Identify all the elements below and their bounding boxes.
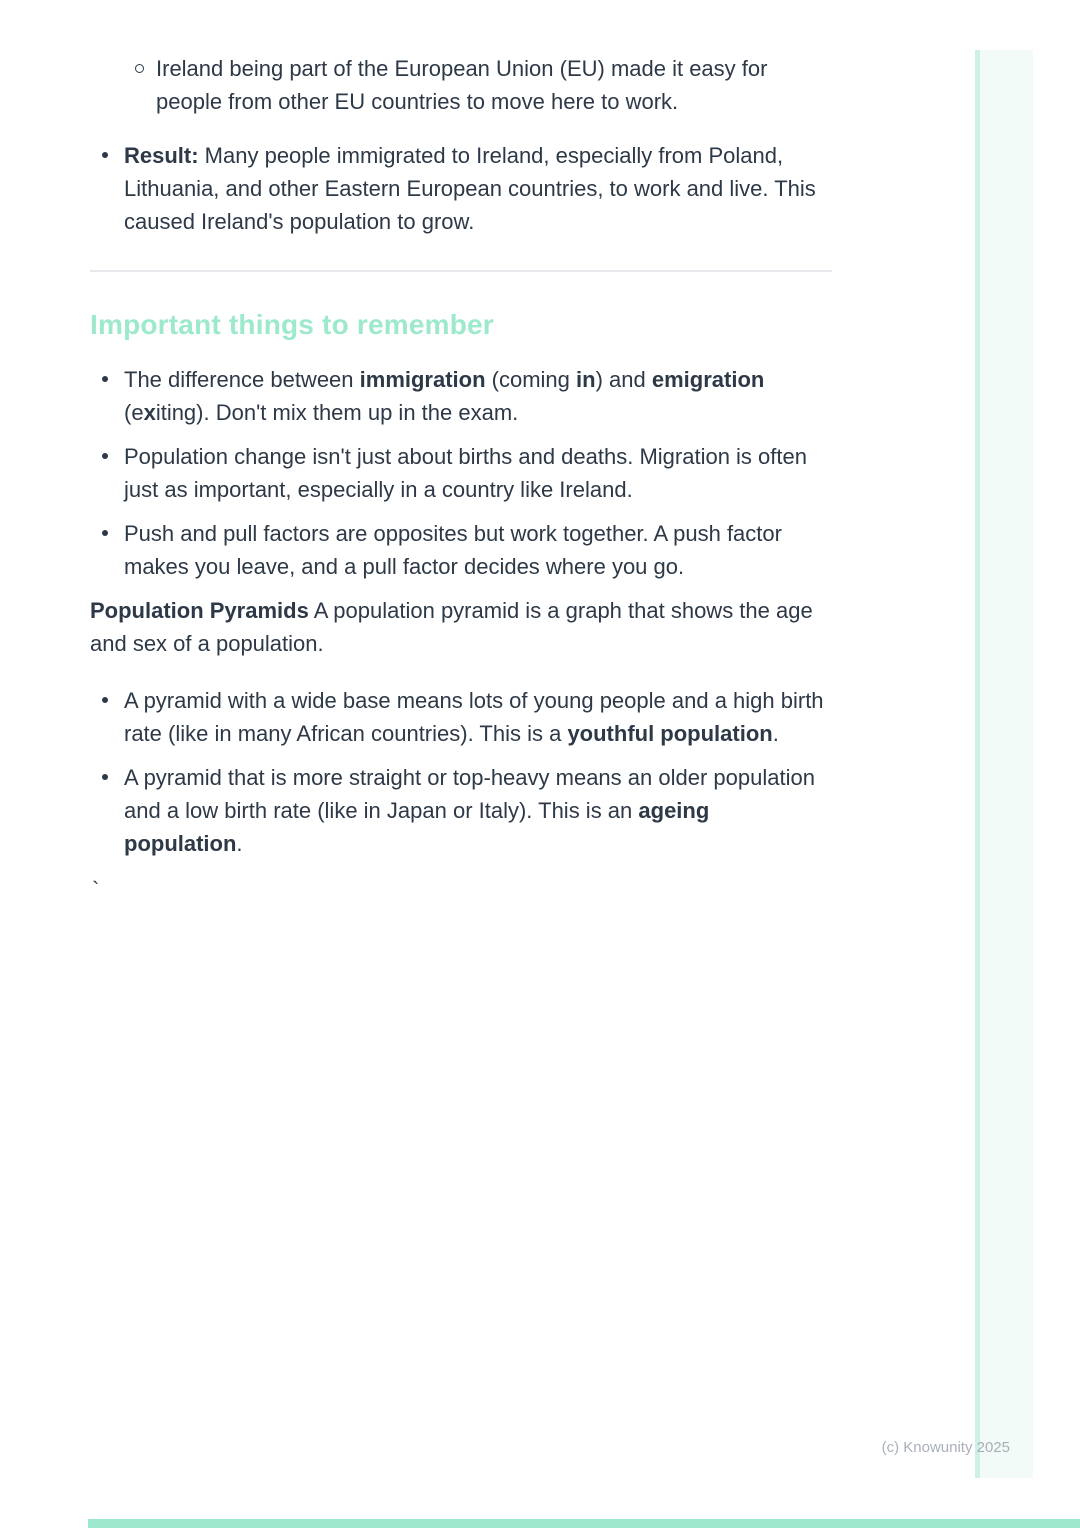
result-bullet-list [90, 139, 832, 238]
bullet-dot-icon [102, 697, 108, 703]
list-item [90, 517, 832, 583]
bullet-dot-icon [102, 376, 108, 382]
population-pyramids-paragraph: Population Pyramids A population pyramid is a graph that shows the age and sex of a population. [90, 598, 813, 656]
list-item [90, 684, 832, 750]
pyramid-bullet-list [90, 684, 832, 860]
list-item-text: Population change isn't just about births and deaths. Migration is often just as important, especially in a country like Ireland. [124, 444, 807, 502]
list-item [90, 139, 832, 238]
sub-bullet-list [90, 52, 832, 118]
remember-bullet-list [90, 363, 832, 583]
list-item-text: The difference between immigration (coming in) and emigration (exiting). Don't mix them up in the exam. [124, 367, 765, 425]
bullet-dot-icon [102, 453, 108, 459]
list-item [90, 363, 832, 429]
stray-backtick-character: ` [92, 877, 100, 902]
list-item-text: A pyramid with a wide base means lots of young people and a high birth rate (like in many African countries). This is a youthful population. [124, 688, 824, 746]
right-accent-panel [980, 50, 1033, 1478]
list-item-text: Push and pull factors are opposites but work together. A push factor makes you leave, and a pull factor decides where you go. [124, 521, 782, 579]
section-divider [90, 270, 832, 272]
list-item [90, 440, 832, 506]
bullet-dot-icon [102, 774, 108, 780]
list-item-text: A pyramid that is more straight or top-heavy means an older population and a low birth rate (like in Japan or Italy). This is an ageing population. [124, 765, 815, 856]
bullet-dot-icon [102, 530, 108, 536]
list-item [90, 52, 832, 118]
copyright-footer: (c) Knowunity 2025 [881, 1439, 1010, 1456]
list-item [90, 761, 832, 860]
content-column [90, 0, 832, 906]
right-accent-line [975, 50, 980, 1478]
list-item-text: Ireland being part of the European Union (EU) made it easy for people from other EU countries to move here to work. [156, 56, 768, 114]
bullet-dot-icon [102, 152, 108, 158]
circle-bullet-icon [135, 64, 144, 73]
list-item-text: Result: Many people immigrated to Ireland, especially from Poland, Lithuania, and other Eastern European countries, to work and live. This caused Ireland's population to grow. [124, 143, 816, 234]
bottom-accent-bar [88, 1519, 1080, 1528]
section-heading: Important things to remember [90, 309, 494, 340]
